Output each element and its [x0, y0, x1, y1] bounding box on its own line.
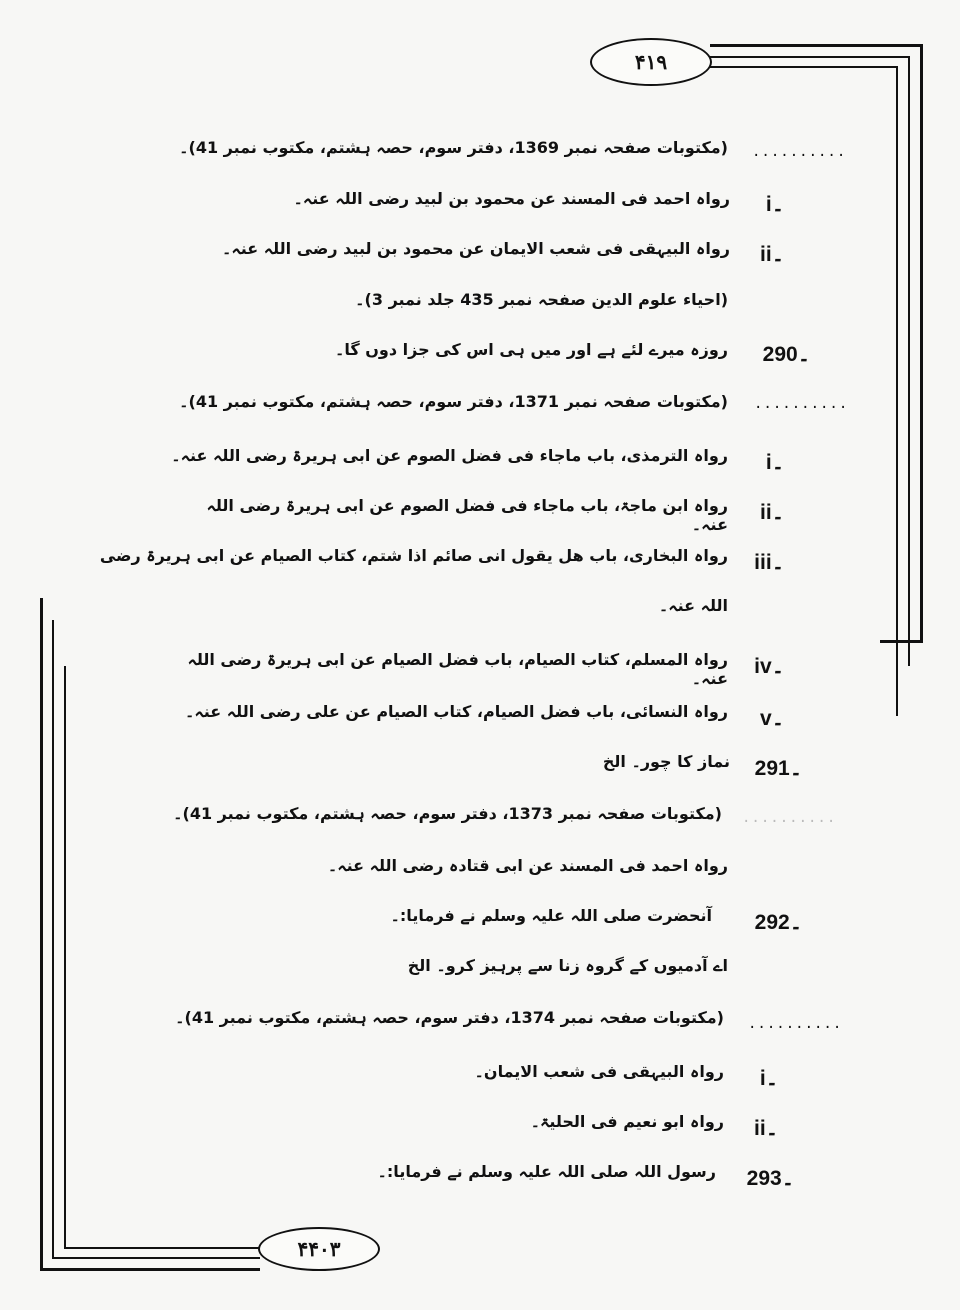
- line-21-text: رسول اللہ صلی اللہ علیہ وسلم نے فرمایا:۔: [377, 1162, 716, 1181]
- line-11-text: رواہ المسلم، کتاب الصیام، باب فضل الصیام عن ابی ہریرۃ رضی اللہ عنہ۔: [187, 650, 728, 688]
- line-05-text: روزہ میرے لئے ہے اور میں ہی اس کی جزا دوں گا۔: [334, 340, 728, 359]
- line-15-text: رواہ احمد فی المسند عن ابی قتادہ رضی اللہ عنہ۔: [327, 856, 728, 875]
- line-20-text: رواہ ابو نعیم فی الحلیۃ۔: [530, 1112, 724, 1131]
- line-07-text: رواہ الترمذی، باب ماجاء فی فضل الصوم عن ابی ہریرۃ رضی اللہ عنہ۔: [171, 446, 728, 465]
- line-17-text: اے آدمیوں کے گروہ زنا سے پرہیز کرو۔ الخ: [407, 956, 728, 975]
- frame-right-line-3: [896, 66, 898, 716]
- frame-right-line-1: [920, 44, 923, 640]
- frame-top-line-1: [710, 44, 920, 47]
- line-02-text: رواہ احمد فی المسند عن محمود بن لبید رضی اللہ عنہ۔: [293, 189, 730, 208]
- line-13-text: نماز کا چور۔ الخ: [602, 752, 730, 771]
- line-19-marker: i۔: [759, 1067, 778, 1090]
- line-01-marker: ..........: [752, 144, 847, 160]
- frame-left-line-1: [40, 598, 43, 1270]
- line-12-marker: v۔: [760, 707, 784, 730]
- frame-bottom-line-3: [64, 1247, 260, 1249]
- line-14-marker: ..........: [742, 810, 837, 826]
- frame-top-line-2: [710, 56, 908, 58]
- line-04-text: (احیاء علوم الدین صفحہ نمبر 435 جلد نمبر 3)۔: [355, 290, 728, 309]
- frame-right-line-2: [908, 56, 910, 666]
- line-16-marker: 292۔: [754, 911, 802, 934]
- line-13-marker: 291۔: [754, 757, 802, 780]
- line-06-marker: ..........: [754, 396, 849, 412]
- frame-right-bottom-stub: [880, 640, 923, 643]
- line-11-marker: iv۔: [754, 655, 784, 678]
- line-03-marker: ii۔: [760, 243, 784, 266]
- bottom-page-number: ۴۴۰۳: [258, 1227, 380, 1271]
- line-10-text: اللہ عنہ۔: [658, 596, 728, 615]
- line-14-text: (مکتوبات صفحہ نمبر 1373، دفتر سوم، حصہ ہشتم، مکتوب نمبر 41)۔: [173, 804, 722, 823]
- line-21-marker: 293۔: [746, 1167, 794, 1190]
- line-08-marker: ii۔: [760, 501, 784, 524]
- line-18-marker: ..........: [748, 1016, 843, 1032]
- line-20-marker: ii۔: [754, 1117, 778, 1140]
- frame-bottom-line-2: [52, 1257, 260, 1259]
- line-12-text: رواہ النسائی، باب فضل الصیام، کتاب الصیام عن علی رضی اللہ عنہ۔: [185, 702, 728, 721]
- frame-left-line-3: [64, 666, 66, 1248]
- top-page-number: ۴۱۹: [590, 38, 712, 86]
- line-19-text: رواہ البیہقی فی شعب الایمان۔: [474, 1062, 724, 1081]
- line-16-text: آنحضرت صلی اللہ علیہ وسلم نے فرمایا:۔: [390, 906, 712, 925]
- line-06-text: (مکتوبات صفحہ نمبر 1371، دفتر سوم، حصہ ہشتم، مکتوب نمبر 41)۔: [179, 392, 728, 411]
- frame-bottom-line-1: [40, 1268, 260, 1271]
- line-09-marker: iii۔: [754, 551, 784, 574]
- line-02-marker: i۔: [765, 193, 784, 216]
- frame-left-line-2: [52, 620, 54, 1258]
- line-03-text: رواہ البیہقی فی شعب الایمان عن محمود بن لبید رضی اللہ عنہ۔: [221, 239, 730, 258]
- line-01-text: (مکتوبات صفحہ نمبر 1369، دفتر سوم، حصہ ہشتم، مکتوب نمبر 41)۔: [179, 138, 728, 157]
- line-07-marker: i۔: [765, 451, 784, 474]
- frame-top-line-3: [710, 66, 896, 68]
- line-09-text: رواہ البخاری، باب ھل یقول انی صائم اذا شتم، کتاب الصیام عن ابی ہریرۃ رضی: [99, 546, 728, 565]
- line-18-text: (مکتوبات صفحہ نمبر 1374، دفتر سوم، حصہ ہشتم، مکتوب نمبر 41)۔: [175, 1008, 724, 1027]
- line-05-marker: 290۔: [762, 343, 810, 366]
- line-08-text: رواہ ابن ماجۃ، باب ماجاء فی فضل الصوم عن ابی ہریرۃ رضی اللہ عنہ۔: [206, 496, 728, 534]
